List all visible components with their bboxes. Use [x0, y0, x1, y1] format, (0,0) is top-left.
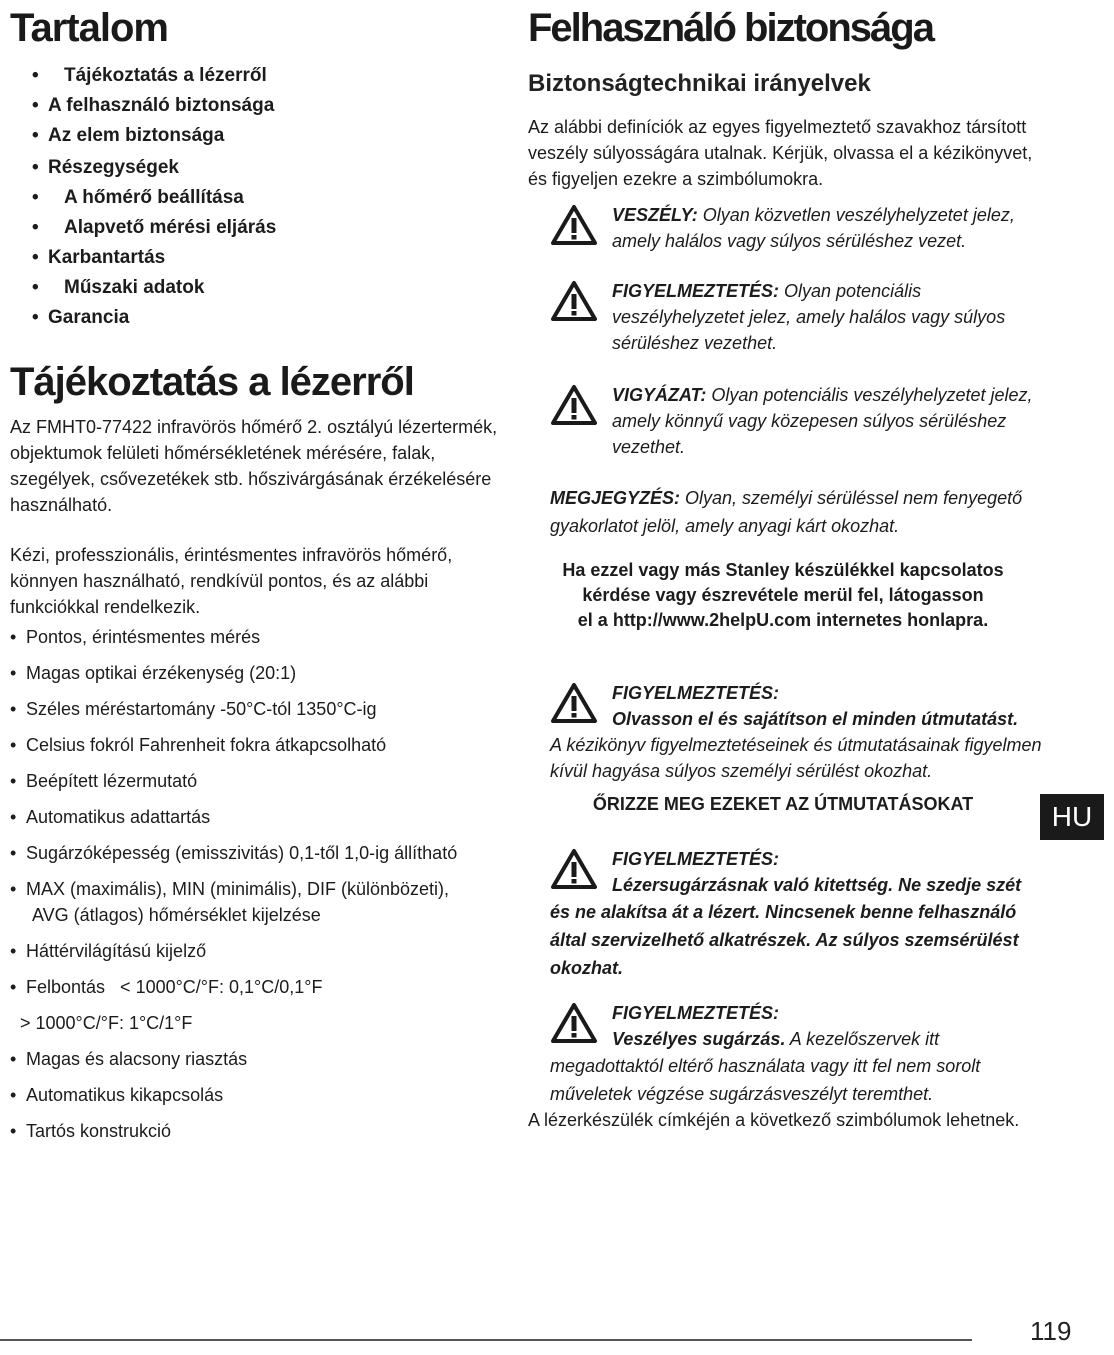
contact-info [538, 558, 1028, 633]
warning-heading: FIGYELMEZTETÉS: [612, 683, 780, 703]
warning-triangle-icon [550, 682, 598, 724]
keep-instructions-notice: ŐRIZZE MEG EZEKET AZ ÚTMUTATÁSOKAT [592, 794, 974, 814]
language-tab: HU [1040, 794, 1104, 840]
feature-item: • Pontos, érintésmentes mérés [10, 627, 261, 647]
warning-triangle-icon [550, 1002, 598, 1044]
laser-info-title: Tájékoztatás a lézerről [10, 360, 414, 404]
radiation-warning-block [550, 1000, 1050, 1108]
warning-triangle-icon [550, 204, 598, 246]
warning-heading: FIGYELMEZTETÉS: [612, 849, 780, 869]
warning-bold-text: Veszélyes sugárzás. [612, 1029, 786, 1049]
feature-item: • Automatikus adattartás [10, 807, 211, 827]
toc-item[interactable]: • Tájékoztatás a lézerről [32, 65, 267, 86]
note-text: Olyan, személyi sérüléssel nem fenyegető gyakorlatot jelöl, amely anyagi kárt okozhat. [550, 488, 1023, 536]
warning-body-text: megadottaktól eltérő használata vagy itt fel nem sorolt műveletek végzése sugárzásveszélyt teremthet. [550, 1056, 981, 1104]
feature-list [10, 624, 520, 1154]
warning-triangle-icon [550, 384, 598, 426]
feature-item: • Magas és alacsony riasztás [10, 1049, 248, 1069]
footer-divider [0, 1339, 972, 1341]
feature-item: • Tartós konstrukció [10, 1121, 172, 1141]
danger-label: VESZÉLY: [612, 205, 698, 225]
feature-item: • Széles méréstartomány -50°C-tól 1350°C-ig [10, 699, 377, 719]
caution-label: VIGYÁZAT: [612, 385, 707, 405]
label-symbols-text: A lézerkészülék címkéjén a következő szimbólumok lehetnek. [528, 1110, 1020, 1130]
feature-item: • Felbontás < 1000°C/°F: 0,1°C/0,1°F [10, 977, 323, 997]
toc-list [32, 62, 276, 334]
toc-item[interactable]: • Részegységek [32, 157, 179, 178]
warning-bold-text: Olvasson el és sajátítson el minden útmutatást. [612, 709, 1019, 729]
danger-block [550, 202, 1050, 254]
laser-paragraph-2: Kézi, professzionális, érintésmentes infravörös hőmérő, könnyen használható, rendkívül pontos, és az alábbi funkciókkal rendelkezik. [10, 545, 453, 617]
danger-text: Olyan közvetlen veszélyhelyzetet jelez, amely halálos vagy súlyos sérüléshez vezet. [612, 205, 1015, 251]
toc-item[interactable]: • Alapvető mérési eljárás [32, 217, 277, 238]
feature-item: • Automatikus kikapcsolás [10, 1085, 224, 1105]
toc-item[interactable]: • Garancia [32, 307, 130, 328]
toc-item[interactable]: • Az elem biztonsága [32, 125, 225, 146]
feature-item-resolution-high: > 1000°C/°F: 1°C/1°F [20, 1013, 193, 1033]
contact-line: Ha ezzel vagy más Stanley készülékkel kapcsolatos [562, 560, 1004, 580]
safety-intro: Az alábbi definíciók az egyes figyelmeztető szavakhoz társított veszély súlyosságára utalnak. Kérjük, olvassa el a kézikönyvet, és figyeljen ezekre a szimbólumokra. [528, 117, 1033, 189]
page-number: 119 [1030, 1316, 1072, 1346]
toc-item[interactable]: • A felhasználó biztonsága [32, 95, 275, 116]
warning-heading: FIGYELMEZTETÉS: [612, 1003, 780, 1023]
feature-item: • Beépített lézermutató [10, 771, 198, 791]
feature-item-continuation: AVG (átlagos) hőmérséklet kijelzése [32, 905, 321, 925]
toc-item[interactable]: • Műszaki adatok [32, 277, 205, 298]
warning-label: FIGYELMEZTETÉS: [612, 281, 780, 301]
laser-exposure-warning-block [550, 846, 1050, 982]
warning-instructions-block [550, 680, 1050, 784]
caution-block [550, 382, 1050, 460]
feature-item: • Háttérvilágítású kijelző [10, 941, 207, 961]
feature-item: • Magas optikai érzékenység (20:1) [10, 663, 297, 683]
feature-item: • Celsius fokról Fahrenheit fokra átkapcsolható [10, 735, 387, 755]
laser-paragraph-1: Az FMHT0-77422 infravörös hőmérő 2. osztályú lézertermék, objektumok felületi hőmérsékletének mérésére, falak, szegélyek, csővezetékek stb. hőszivárgásának érzékelésére használható. [10, 417, 498, 515]
toc-item[interactable]: • A hőmérő beállítása [32, 187, 244, 208]
feature-item: • MAX (maximális), MIN (minimális), DIF (különbözeti), AVG (átlagos) hőmérséklet kijelzése [10, 879, 450, 925]
note-label: MEGJEGYZÉS: [550, 488, 681, 508]
warning-block [550, 278, 1050, 356]
toc-title: Tartalom [10, 6, 168, 50]
warning-lead-text: A kezelőszervek itt [785, 1029, 940, 1049]
user-safety-title: Felhasználó biztonsága [528, 6, 933, 50]
warning-triangle-icon [550, 280, 598, 322]
contact-line: kérdése vagy észrevétele merül fel, látogasson [582, 585, 984, 605]
note-block [550, 484, 1050, 540]
warning-body-text: A kézikönyv figyelmeztetéseinek és útmutatásainak figyelmen kívül hagyása súlyos személyi sérülést okozhat. [550, 735, 1042, 781]
safety-guidelines-subtitle: Biztonságtechnikai irányelvek [528, 70, 871, 97]
feature-item: • Sugárzóképesség (emisszivitás) 0,1-től 1,0-ig állítható [10, 843, 458, 863]
contact-line: el a http://www.2helpU.com internetes honlapra. [577, 610, 989, 630]
toc-item[interactable]: • Karbantartás [32, 247, 166, 268]
warning-text: Olyan potenciális veszélyhelyzetet jelez, amely halálos vagy súlyos sérüléshez vezethet. [612, 281, 1006, 353]
warning-triangle-icon [550, 848, 598, 890]
caution-text: Olyan potenciális veszélyhelyzetet jelez, amely könnyű vagy közepesen súlyos sérüléshez vezethet. [612, 385, 1033, 457]
warning-bold-text: és ne alakítsa át a lézert. Nincsenek benne felhasználó által szervizelhető alkatrészek. Az súlyos szemsérülést okozhat. [550, 902, 1019, 978]
warning-bold-text: Lézersugárzásnak való kitettség. Ne szedje szét [612, 875, 1022, 895]
